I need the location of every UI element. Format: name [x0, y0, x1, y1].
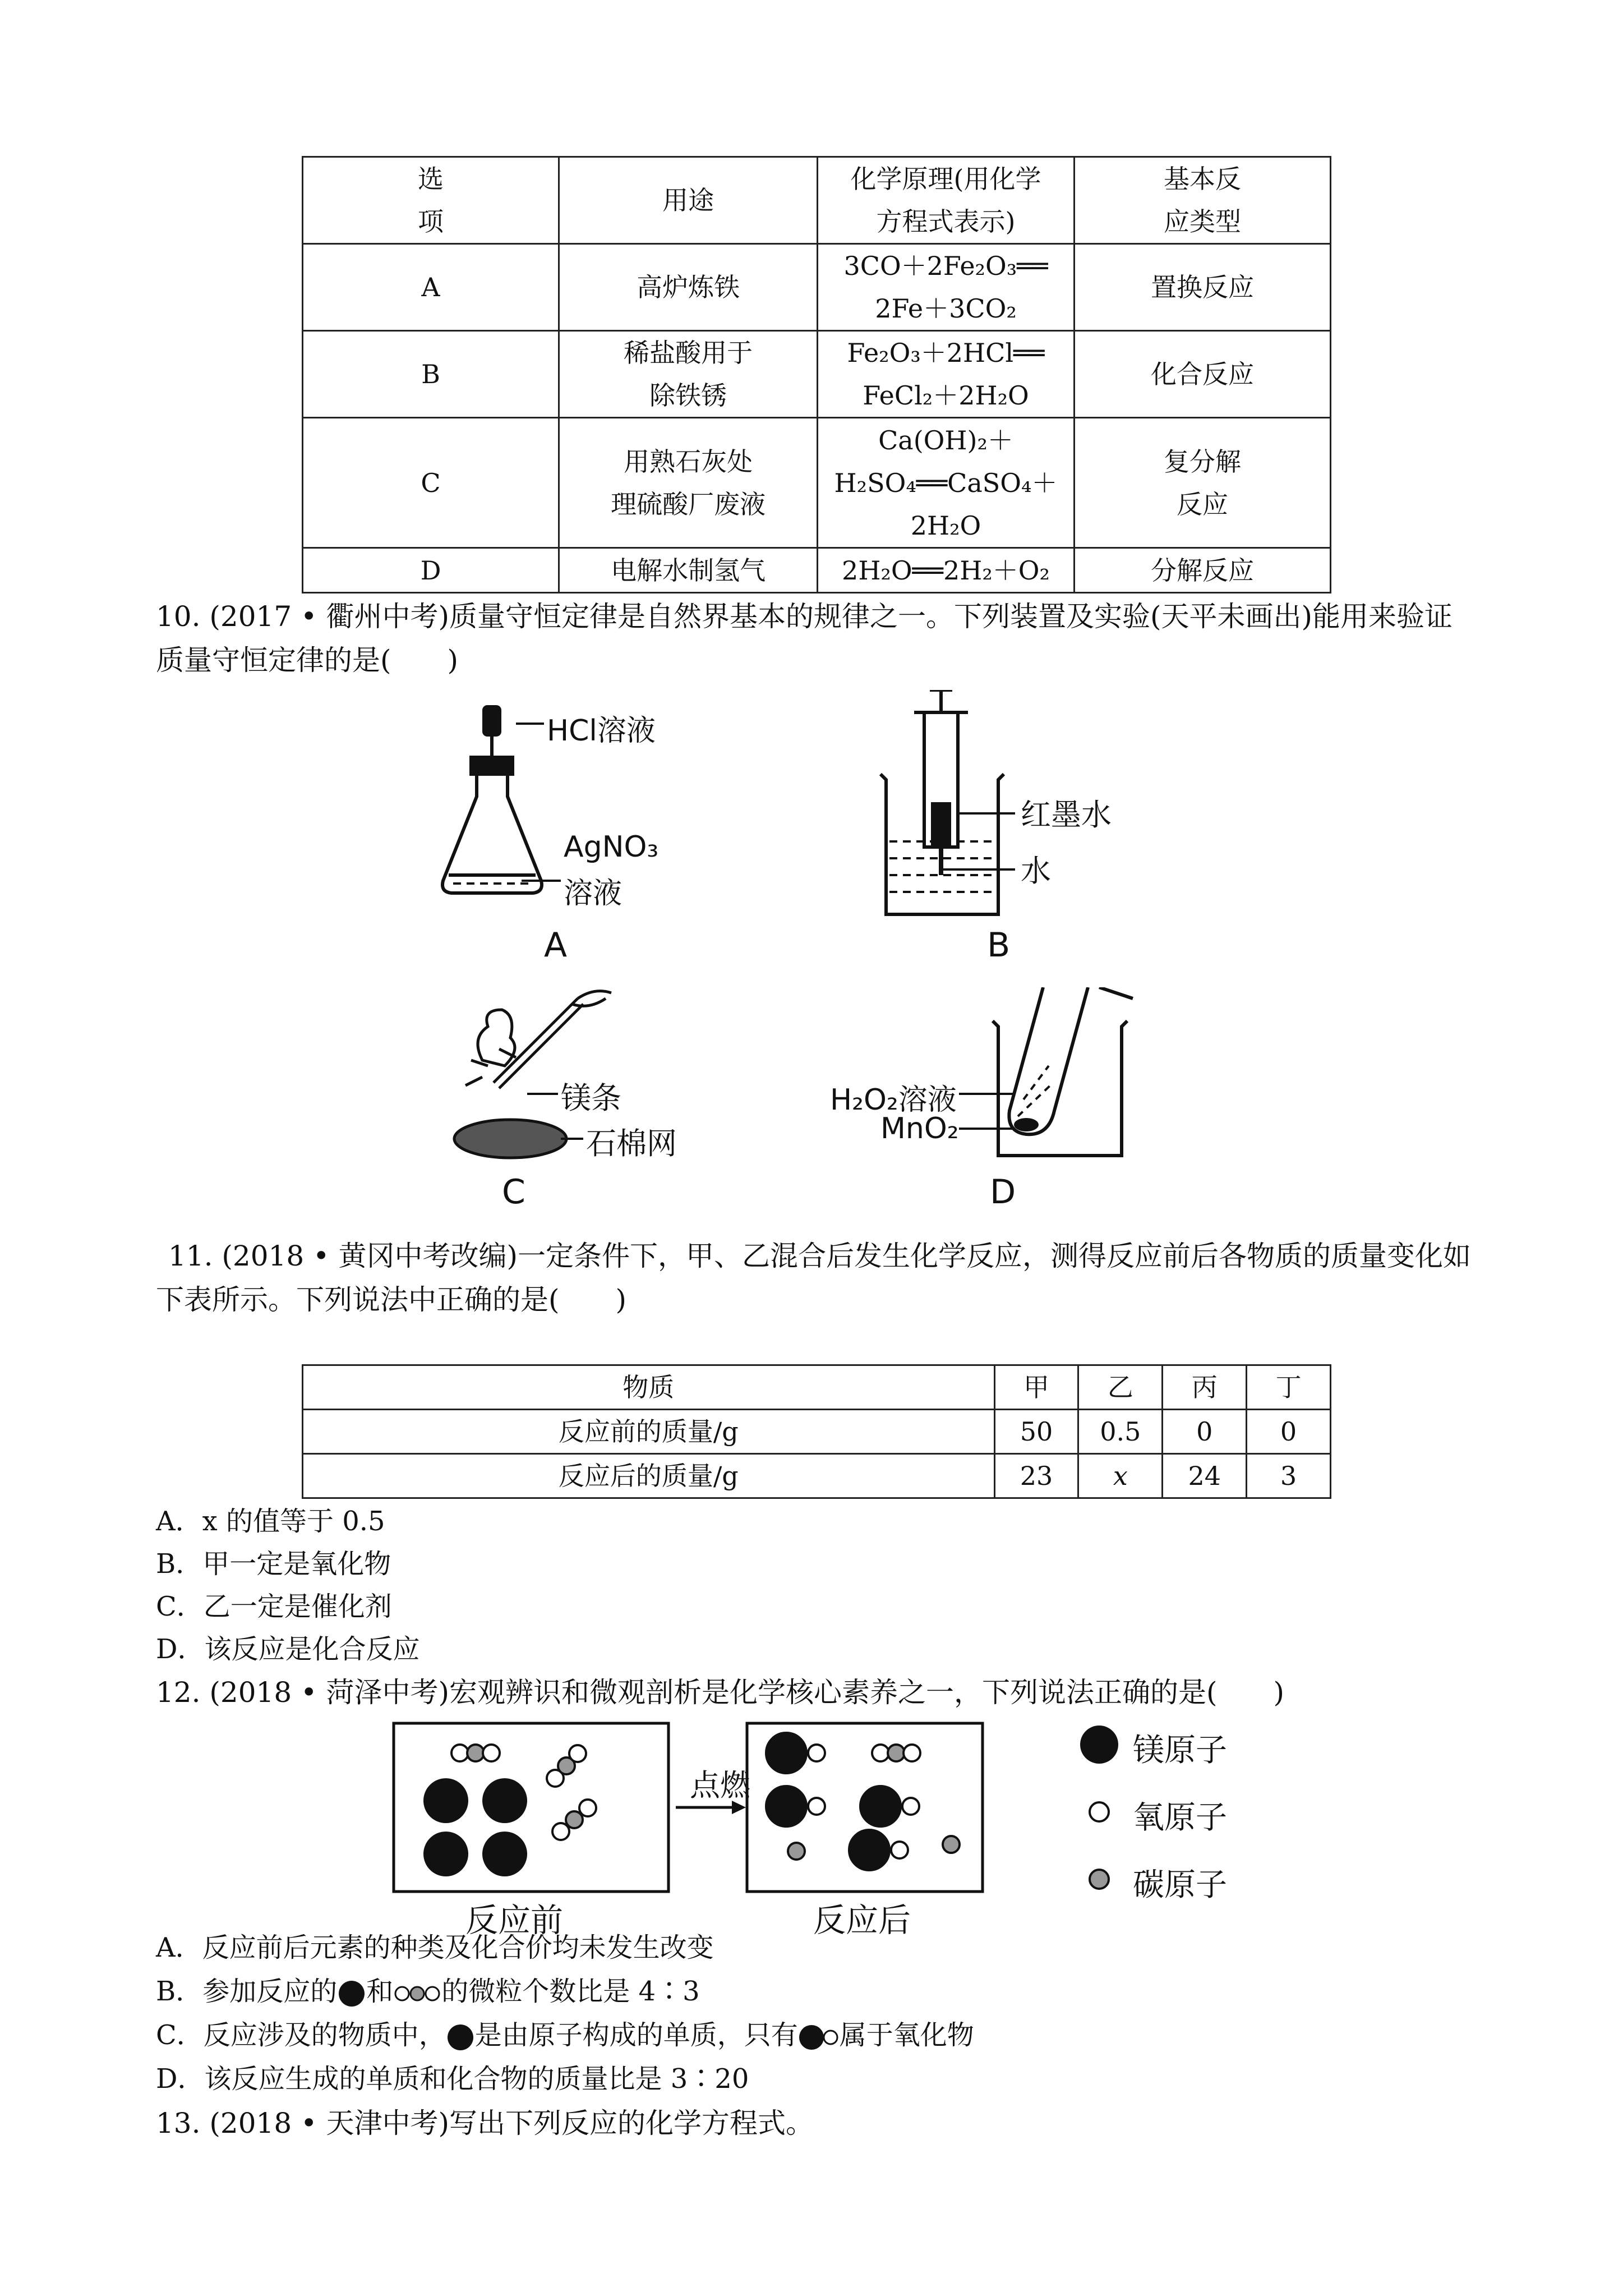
header-jia: 甲: [994, 1365, 1078, 1410]
equation-line: 2Fe＋3CO₂: [875, 293, 1017, 324]
legend-c-swatch: [1090, 1870, 1109, 1889]
option-b-suffix: 的微粒个数比是 4∶3: [441, 1976, 700, 2007]
header-option: 选 项: [303, 157, 559, 244]
question-12-option-a: A．反应前后元素的种类及化合价均未发生改变: [156, 1932, 714, 1963]
figure-b-letter: B: [987, 926, 1011, 965]
option-cell: D: [303, 548, 559, 593]
figure-d-label-mno2: MnO₂: [880, 1112, 959, 1145]
table-row: [303, 1454, 1331, 1498]
question-11-option-c: C．乙一定是催化剂: [156, 1591, 392, 1622]
reaction-micro-diagram: [387, 1717, 1262, 1939]
mg-atom-icon: [337, 1979, 366, 2008]
option-c-suffix: 属于氧化物: [839, 2019, 974, 2051]
equation-line: 2H₂O══2H₂＋O₂: [842, 555, 1050, 586]
question-12-option-c: [156, 2014, 974, 2056]
header-principle: 化学原理(用化学 方程式表示): [818, 157, 1075, 244]
legend-c-label: 碳原子: [1133, 1867, 1227, 1903]
cell: 0: [1247, 1410, 1331, 1454]
before-label: 反应前: [465, 1901, 564, 1939]
mgo-molecule-icon: [798, 2023, 840, 2052]
equation-line: FeCl₂＋2H₂O: [863, 380, 1029, 411]
figure-a-label-solution: 溶液: [564, 877, 623, 910]
figure-b-label-water: 水: [1021, 853, 1051, 889]
use-cell: 电解水制氢气: [559, 548, 818, 593]
reaction-type-cell: 分解反应: [1074, 548, 1330, 593]
legend-o-label: 氧原子: [1133, 1800, 1227, 1836]
reaction-type-cell: 复分解 反应: [1074, 418, 1330, 548]
cell: 23: [994, 1454, 1078, 1498]
figure-b-label-red-ink: 红墨水: [1021, 797, 1112, 832]
reaction-type-cell: 置换反应: [1074, 244, 1330, 331]
question-11-option-a: A．x 的值等于 0.5: [156, 1506, 385, 1537]
figure-a-letter: A: [544, 926, 568, 965]
mg-atom-icon: [446, 2023, 475, 2052]
question-12-line-1: 12. (2018 • 菏泽中考)宏观辨识和微观剖析是化学核心素养之一，下列说法正确的是( ): [156, 1676, 1284, 1709]
use-cell: 用熟石灰处 理硫酸厂废液: [559, 418, 818, 548]
question-11-option-b: B．甲一定是氧化物: [156, 1548, 391, 1580]
cell: 0: [1163, 1410, 1247, 1454]
option-cell: C: [303, 418, 559, 548]
header-yi: 乙: [1078, 1365, 1163, 1410]
header-reaction-type: 基本反 应类型: [1074, 157, 1330, 244]
question-12-option-d: D．该反应生成的单质和化合物的质量比是 3∶20: [156, 2063, 749, 2095]
use-cell: 高炉炼铁: [559, 244, 818, 331]
option-b-mid: 和: [366, 1976, 394, 2007]
legend-mg-label: 镁原子: [1133, 1732, 1227, 1769]
equation-line: Fe₂O₃＋2HCl══: [847, 338, 1045, 368]
question-11-line-2: 下表所示。下列说法中正确的是( ): [156, 1283, 627, 1316]
cell: 0.5: [1078, 1410, 1163, 1454]
equation-cell: [818, 418, 1075, 548]
row-label: 反应后的质量/g: [303, 1454, 995, 1498]
legend-mg-swatch: [1080, 1726, 1118, 1764]
option-c-prefix: C．反应涉及的物质中，: [156, 2019, 446, 2051]
figure-b-beaker: [869, 690, 1206, 970]
table-row: [303, 1410, 1331, 1454]
equation-line: 2H₂O: [910, 510, 981, 541]
figure-a-flask: [426, 690, 740, 970]
question-13-line-1: 13. (2018 • 天津中考)写出下列反应的化学方程式。: [156, 2107, 814, 2139]
use-cell: 稀盐酸用于 除铁锈: [559, 331, 818, 418]
header-use: 用途: [559, 157, 818, 244]
figure-d-test-tube: [830, 987, 1178, 1223]
figure-c-label-magnesium: 镁条: [561, 1080, 621, 1116]
figure-d-label-h2o2: H₂O₂溶液: [830, 1083, 957, 1117]
option-c-mid: 是由原子构成的单质，只有: [474, 2019, 798, 2051]
question-10-line-2: 质量守恒定律的是( ): [156, 644, 459, 677]
option-b-prefix: B．参加反应的: [156, 1976, 338, 2007]
row-label: 反应前的质量/g: [303, 1410, 995, 1454]
reaction-type-table: [302, 156, 1331, 593]
equation-cell: [818, 331, 1075, 418]
header-ding: 丁: [1247, 1365, 1331, 1410]
equation-line: H₂SO₄══CaSO₄＋: [834, 467, 1058, 498]
figure-d-letter: D: [990, 1172, 1016, 1212]
question-10-line-1: 10. (2017 • 衢州中考)质量守恒定律是自然界基本的规律之一。下列装置及实验(天平未画出)能用来验证: [156, 600, 1453, 633]
question-11-option-d: D．该反应是化合反应: [156, 1634, 420, 1665]
figure-c-magnesium: [449, 987, 763, 1223]
equation-line: Ca(OH)₂＋: [878, 425, 1013, 455]
cell: 3: [1247, 1454, 1331, 1498]
co2-molecule-icon: [393, 1982, 441, 2005]
question-11-line-1: 11. (2018 • 黄冈中考改编)一定条件下，甲、乙混合后发生化学反应，测得反应前后各物质的质量变化如: [168, 1240, 1471, 1272]
equation-cell: [818, 548, 1075, 593]
header-bing: 丙: [1163, 1365, 1247, 1410]
question-12-option-b: [156, 1970, 700, 2013]
cell: x: [1078, 1454, 1163, 1498]
reaction-type-cell: 化合反应: [1074, 331, 1330, 418]
table-row: [303, 418, 1331, 548]
equation-line: 3CO＋2Fe₂O₃══: [843, 251, 1048, 281]
mass-change-table: [302, 1364, 1331, 1499]
arrow-label: 点燃: [690, 1768, 750, 1803]
option-cell: A: [303, 244, 559, 331]
header-substance: 物质: [303, 1365, 995, 1410]
legend-o-swatch: [1090, 1802, 1109, 1821]
figure-c-label-gauze: 石棉网: [586, 1126, 677, 1161]
cell: 50: [994, 1410, 1078, 1454]
cell: 24: [1163, 1454, 1247, 1498]
table-row: [303, 244, 1331, 331]
equation-cell: [818, 244, 1075, 331]
option-cell: B: [303, 331, 559, 418]
table-row: [303, 331, 1331, 418]
after-label: 反应后: [813, 1901, 911, 1939]
table-header-row: [303, 1365, 1331, 1410]
table-row: [303, 548, 1331, 593]
figure-c-letter: C: [502, 1172, 525, 1212]
figure-a-label-hcl: HCl溶液: [547, 714, 656, 748]
figure-a-label-agno3: AgNO₃: [564, 830, 659, 864]
